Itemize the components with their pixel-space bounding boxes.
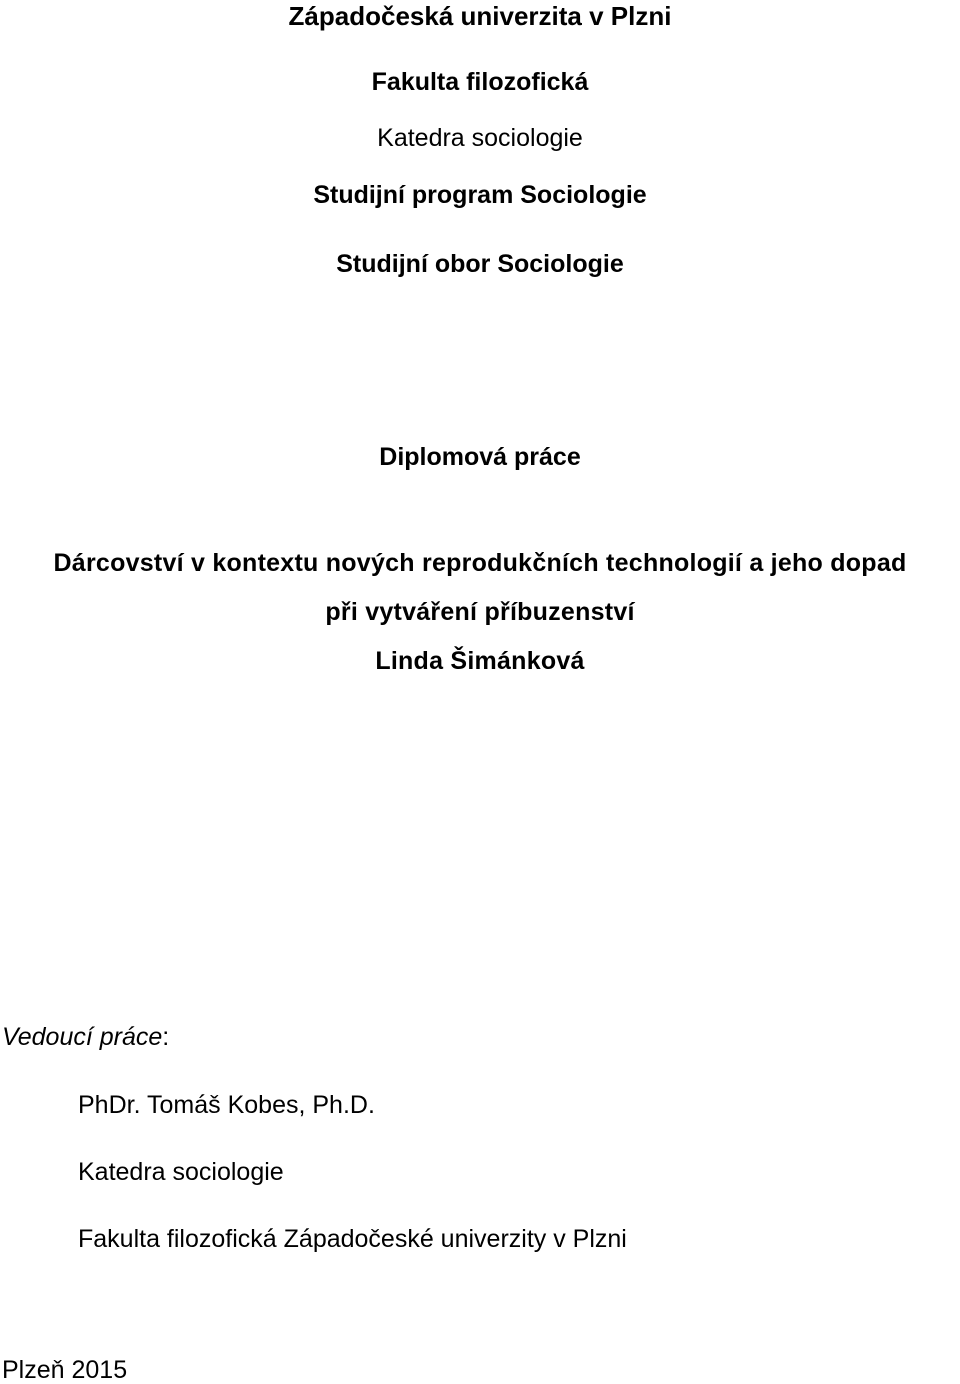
supervisor-label-colon: : — [162, 1023, 170, 1051]
thesis-title-line-2: při vytváření příbuzenství — [325, 598, 635, 626]
thesis-author: Linda Šimánková — [375, 647, 585, 675]
supervisor-label — [2, 1025, 960, 1050]
supervisor-faculty: Fakulta filozofická Západočeské univerzity v Plzni — [78, 1225, 627, 1253]
university-name: Západočeská univerzita v Plzni — [288, 1, 672, 31]
faculty-name: Fakulta filozofická — [371, 68, 589, 96]
supervisor-department: Katedra sociologie — [78, 1158, 284, 1186]
thesis-title-line-1: Dárcovství v kontextu nových reprodukčních technologií a jeho dopad — [53, 549, 907, 577]
study-field: Studijní obor Sociologie — [336, 250, 624, 278]
thesis-type: Diplomová práce — [379, 443, 581, 471]
department-name: Katedra sociologie — [377, 124, 583, 152]
supervisor-label-text: Vedoucí práce — [2, 1023, 163, 1051]
supervisor-name: PhDr. Tomáš Kobes, Ph.D. — [78, 1091, 375, 1119]
place-and-year: Plzeň 2015 — [2, 1356, 128, 1384]
study-program: Studijní program Sociologie — [313, 181, 647, 209]
